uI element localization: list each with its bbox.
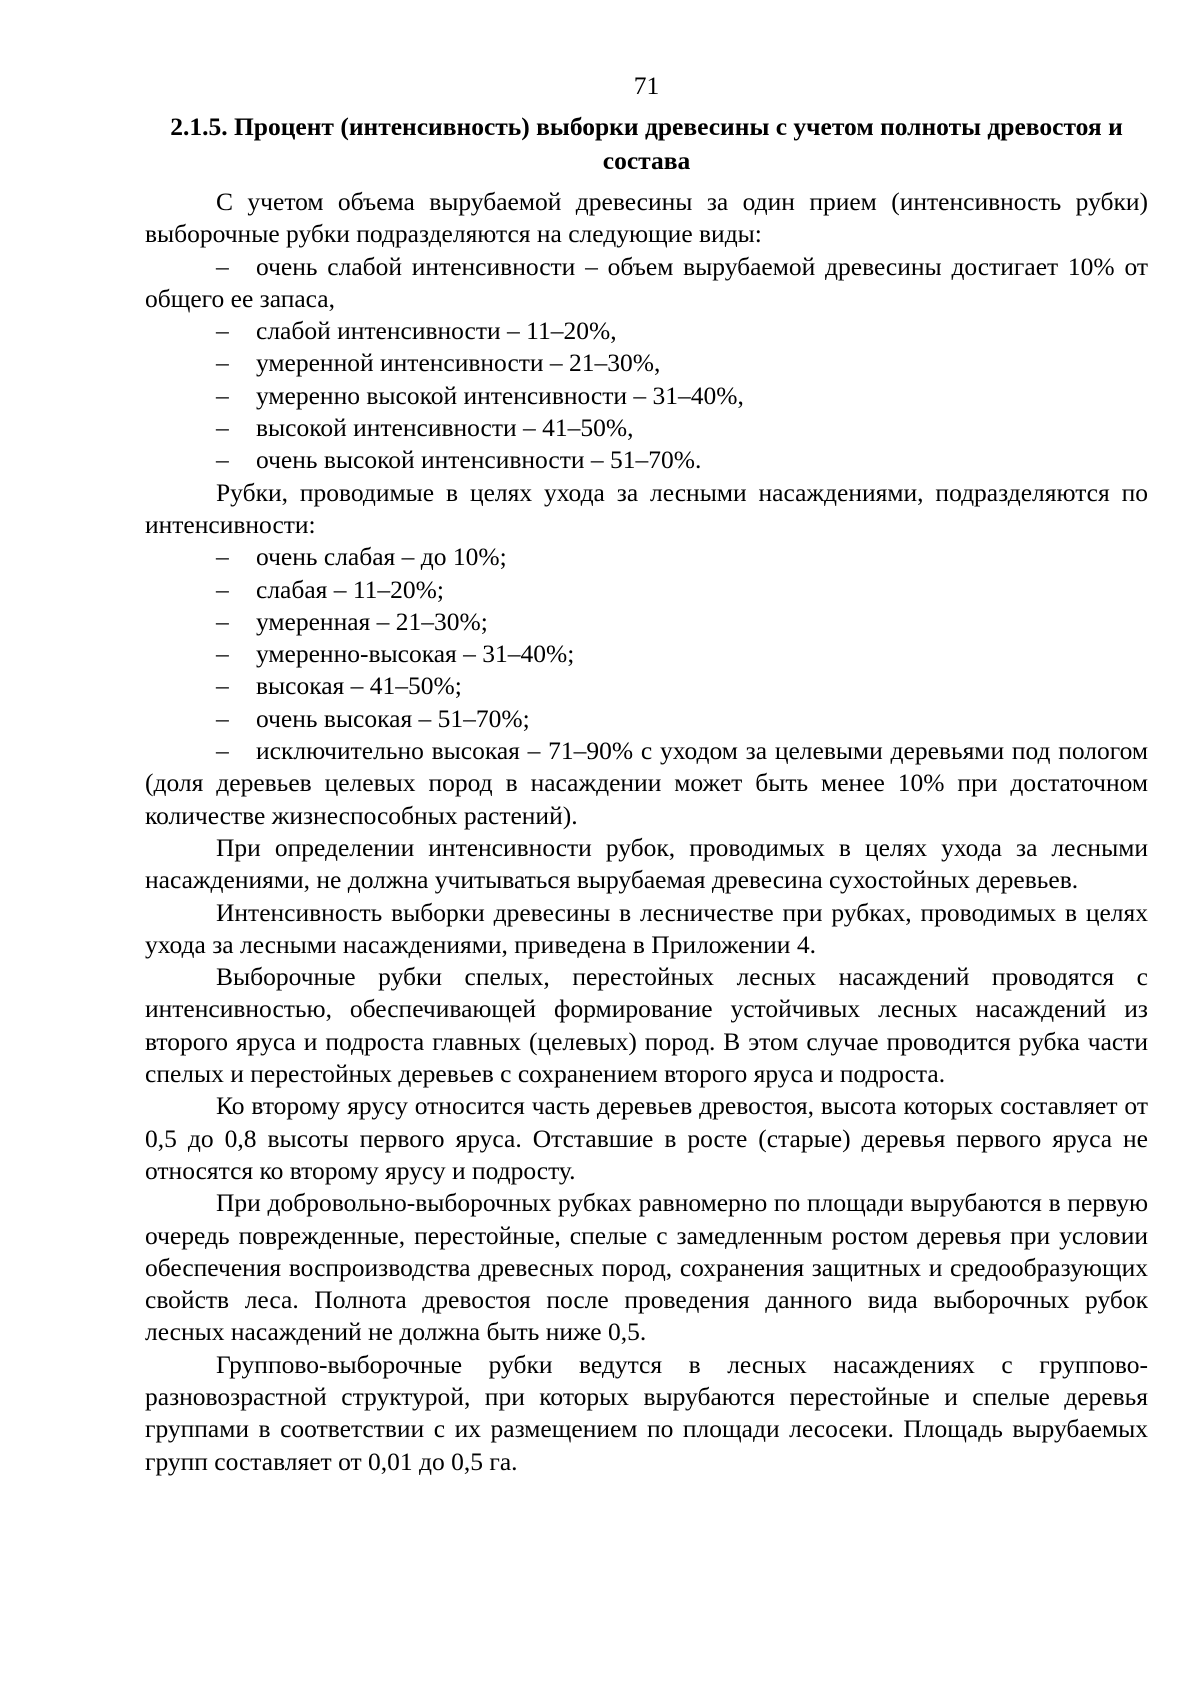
dash-marker: – (216, 606, 229, 636)
list-item-text: очень высокая – 51–70%; (256, 703, 530, 733)
list-item (145, 315, 1148, 347)
list-item-text: умеренной интенсивности – 21–30%, (256, 348, 661, 378)
list-item-text: умеренная – 21–30%; (256, 606, 488, 636)
list-item-text: слабая – 11–20%; (256, 574, 445, 604)
list-item-text: исключительно высокая – 71–90% с уходом за целевыми деревьями под пологом (доля деревьев целевых пород в насаждении может быть менее 10% при достаточном количестве жизнеспособных растений). (145, 736, 1148, 830)
list-item-text: умеренно высокой интенсивности – 31–40%, (256, 380, 744, 410)
intro-paragraph: С учетом объема вырубаемой древесины за один прием (интенсивность рубки) выборочные рубки подразделяются на следующие виды: (145, 187, 1148, 249)
dash-marker: – (216, 736, 229, 766)
body-paragraph: Выборочные рубки спелых, перестойных лесных насаждений проводятся с интенсивностью, обеспечивающей формирование устойчивых лесных насаждений из второго яруса и подроста главных (целевых) пород. В этом случае проводится рубка части спелых и перестойных деревьев с сохранением второго яруса и подроста. (145, 962, 1148, 1089)
dash-marker: – (216, 574, 229, 604)
body-paragraph: Интенсивность выборки древесины в лесничестве при рубках, проводимых в целях ухода за лесными насаждениями, приведена в Приложении 4. (145, 897, 1148, 959)
dash-marker: – (216, 703, 229, 733)
body-paragraph: При добровольно-выборочных рубках равномерно по площади вырубаются в первую очередь поврежденные, перестойные, спелые с замедленным ростом деревья при условии обеспечения воспроизводства древесных пород, сохранения защитных и средообразующих свойств леса. Полнота древостоя после проведения данного вида выборочных рубок лесных насаждений не должна быть ниже 0,5. (145, 1188, 1148, 1347)
selective-cutting-intensity-list (145, 251, 1148, 477)
body-paragraph: Ко второму ярусу относится часть деревьев древостоя, высота которых составляет от 0,5 до 0,8 высоты первого яруса. Отставшие в росте (старые) деревья первого яруса не относятся ко второму ярусу и подросту. (145, 1091, 1148, 1185)
list-item-text: очень слабая – до 10%; (256, 542, 507, 572)
list-item (145, 251, 1148, 316)
dash-marker: – (216, 251, 229, 281)
list-item (145, 347, 1148, 379)
list-item (145, 703, 1148, 735)
care-cutting-intensity-list (145, 541, 1148, 832)
list-item (145, 541, 1148, 573)
list-item (145, 412, 1148, 444)
dash-marker: – (216, 380, 229, 410)
body-paragraph: При определении интенсивности рубок, проводимых в целях ухода за лесными насаждениями, не должна учитываться вырубаемая древесина сухостойных деревьев. (145, 832, 1148, 895)
list-item (145, 735, 1148, 832)
dash-marker: – (216, 671, 229, 701)
list-item (145, 606, 1148, 638)
page-number: 71 (633, 71, 660, 100)
dash-marker: – (216, 639, 229, 669)
section-heading: 2.1.5. Процент (интенсивность) выборки древесины с учетом полноты древостоя и состава (170, 112, 1123, 175)
list-item (145, 444, 1148, 476)
list-item (145, 380, 1148, 412)
care-intro-paragraph: Рубки, проводимые в целях ухода за лесными насаждениями, подразделяются по интенсивности: (145, 477, 1148, 539)
dash-marker: – (216, 348, 229, 378)
list-item-text: высокой интенсивности – 41–50%, (256, 413, 634, 443)
list-item-text: очень слабой интенсивности – объем вырубаемой древесины достигает 10% от общего ее запаса, (145, 251, 1148, 313)
list-item-text: слабой интенсивности – 11–20%, (256, 316, 617, 346)
list-item (145, 670, 1148, 702)
list-item (145, 574, 1148, 606)
body-paragraph: Группово-выборочные рубки ведутся в лесных насаждениях с группово-разновозрастной структурой, при которых вырубаются перестойные и спелые деревья группами в соответствии с их размещением по площади лесосеки. Площадь вырубаемых групп составляет от 0,01 до 0,5 га. (145, 1349, 1148, 1476)
document-page (145, 70, 1148, 1478)
dash-marker: – (216, 413, 229, 443)
list-item-text: очень высокой интенсивности – 51–70%. (256, 445, 702, 475)
list-item (145, 638, 1148, 670)
dash-marker: – (216, 542, 229, 572)
list-item-text: умеренно-высокая – 31–40%; (256, 639, 575, 669)
list-item-text: высокая – 41–50%; (256, 671, 462, 701)
dash-marker: – (216, 445, 229, 475)
dash-marker: – (216, 316, 229, 346)
